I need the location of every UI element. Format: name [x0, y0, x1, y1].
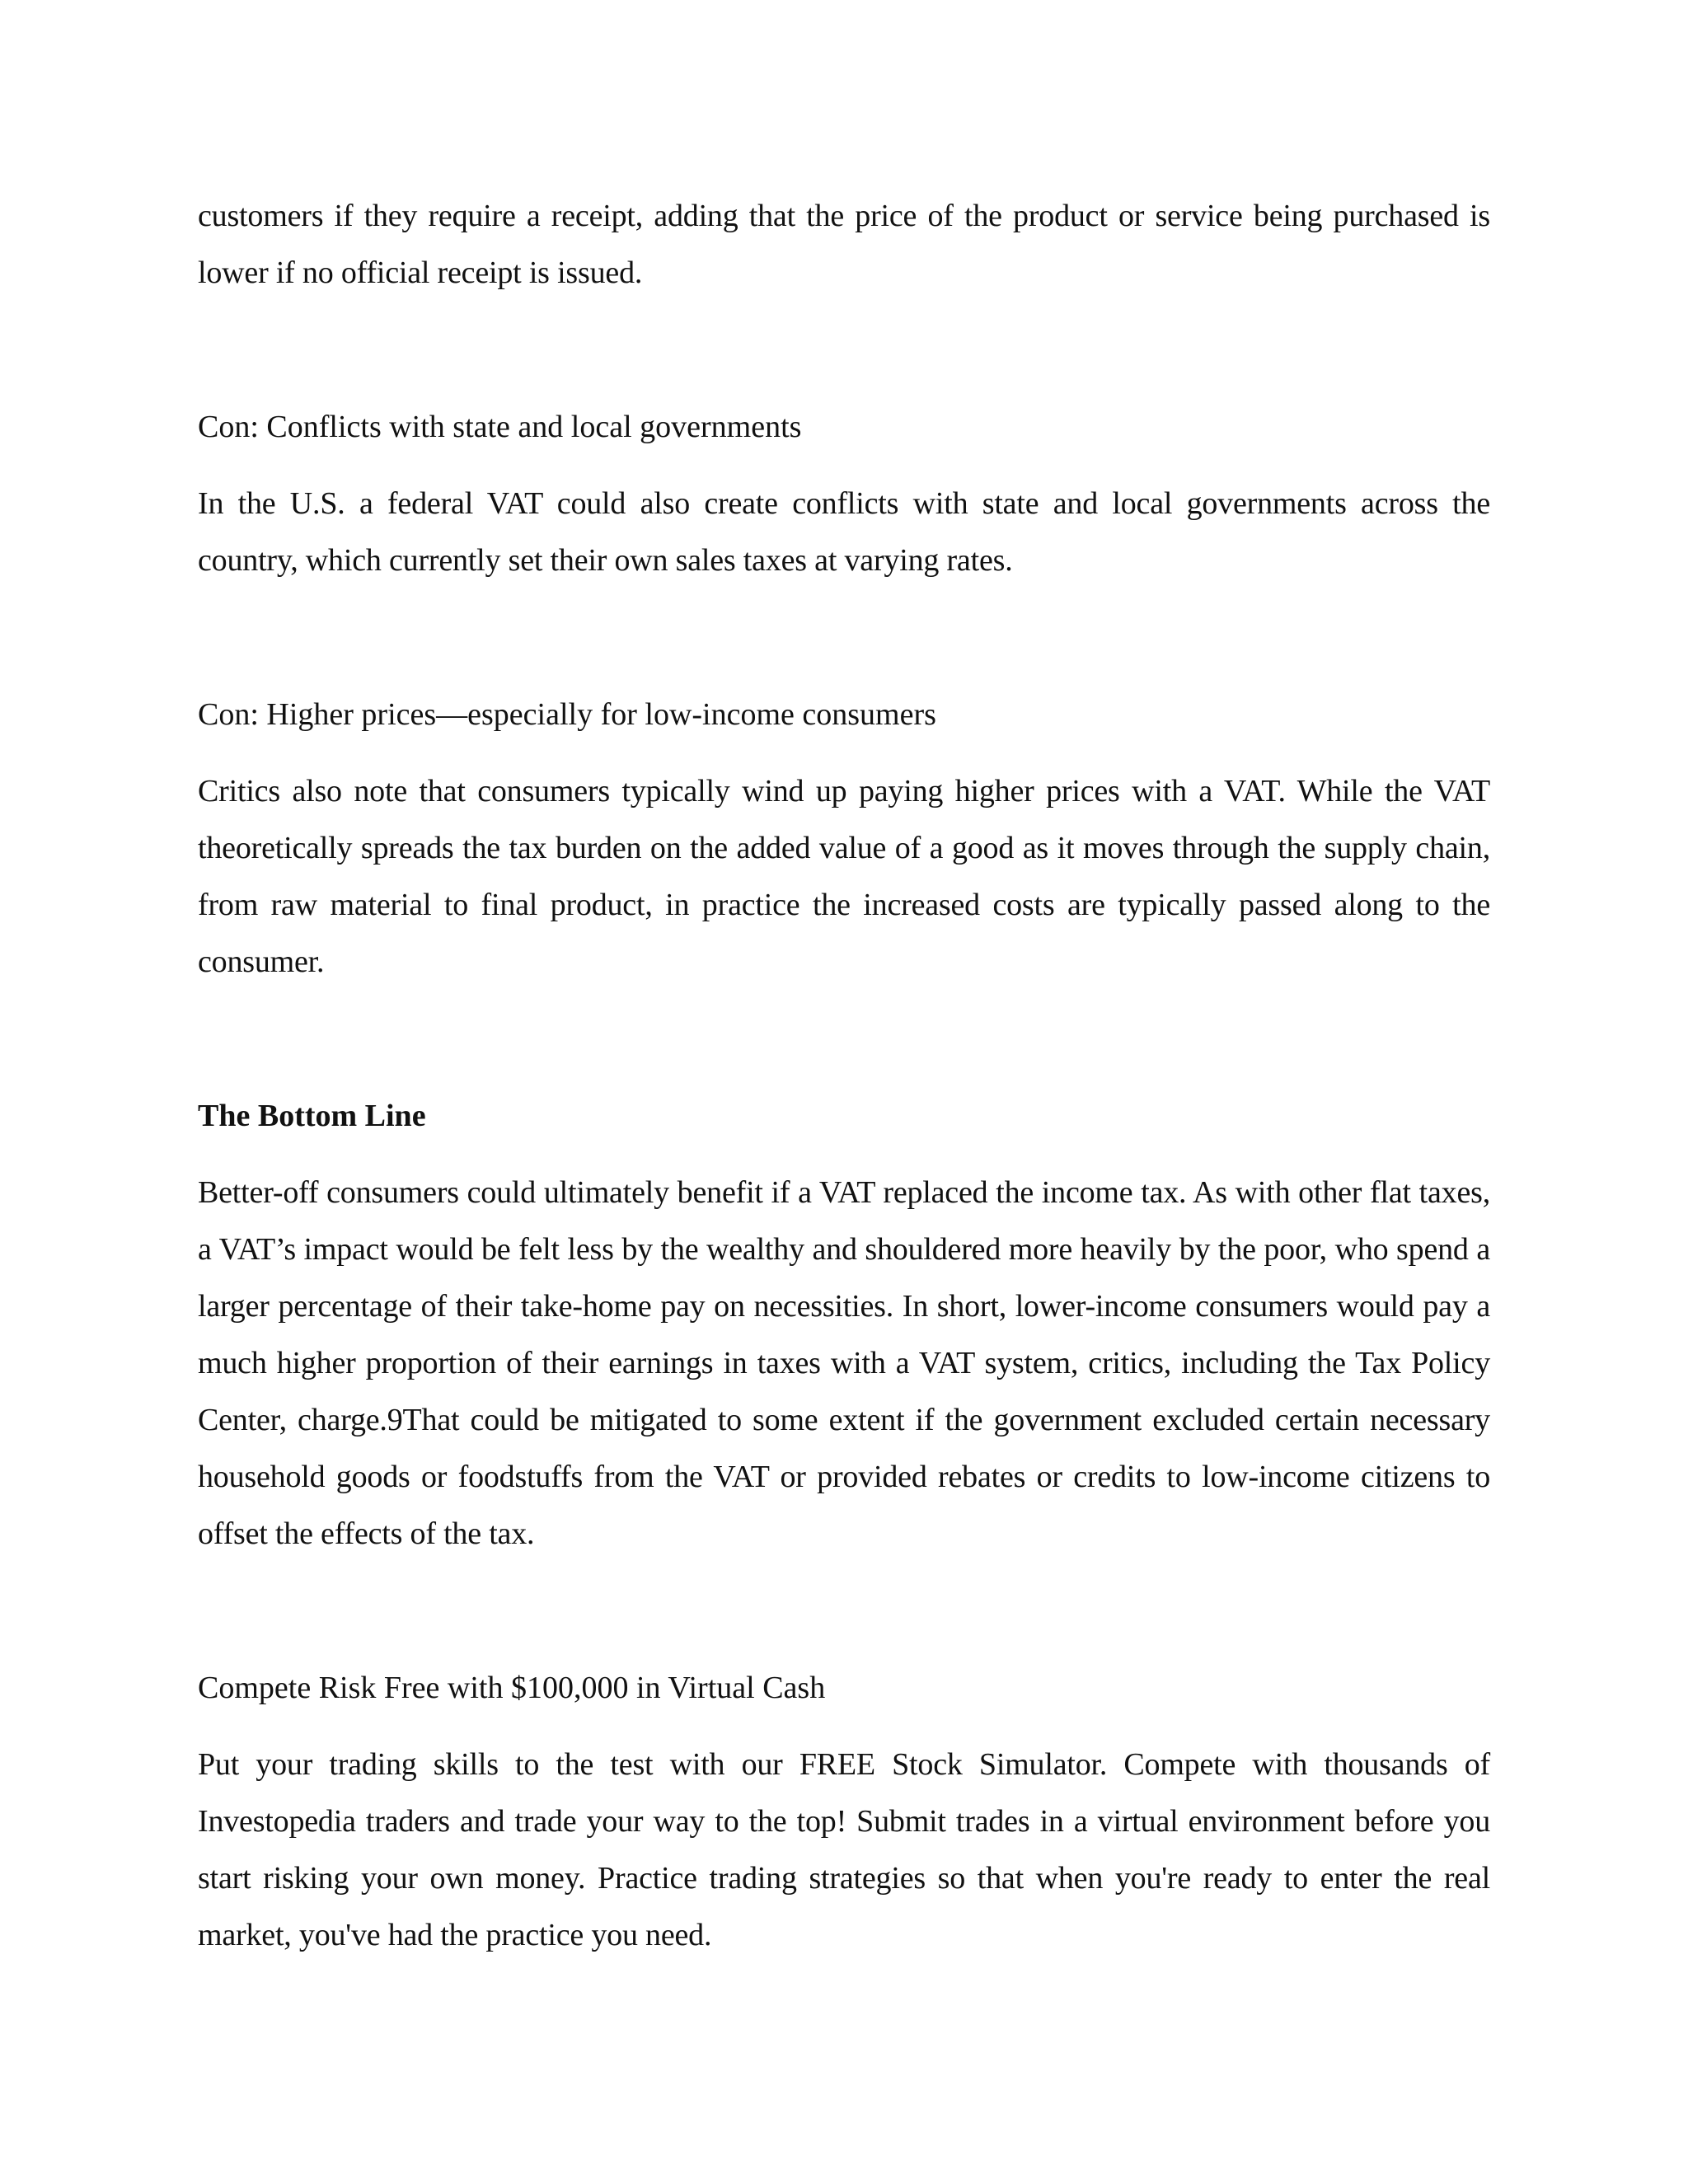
section-paragraph-conflicts: In the U.S. a federal VAT could also create conflicts with state and local governments across the country, which currently set their own sales taxes at varying rates. [198, 486, 1490, 578]
section-heading-higher-prices: Con: Higher prices—especially for low-income consumers [198, 697, 936, 732]
document-body [198, 188, 1490, 1964]
spacer [198, 743, 1490, 763]
section-heading-compete: Compete Risk Free with $100,000 in Virtual Cash [198, 1671, 826, 1705]
section-paragraph-higher-prices: Critics also note that consumers typically wind up paying higher prices with a VAT. While the VAT theoretically spreads the tax burden on the added value of a good as it moves through the supply chain, from raw material to final product, in practice the increased costs are typically passed along to the consumer. [198, 774, 1490, 979]
spacer [198, 1145, 1490, 1165]
spacer [198, 302, 1490, 399]
section-heading-conflicts: Con: Conflicts with state and local governments [198, 410, 802, 444]
section-paragraph-compete: Put your trading skills to the test with our FREE Stock Simulator. Compete with thousands of Investopedia traders and trade your way to the top! Submit trades in a virtual environment before you start risking your own money. Practice trading strategies so that when you're ready to enter the real market, you've had the practice you need. [198, 1747, 1490, 1952]
intro-paragraph: customers if they require a receipt, adding that the price of the product or service being purchased is lower if no official receipt is issued. [198, 199, 1490, 290]
section-heading-bottom-line: The Bottom Line [198, 1099, 426, 1133]
spacer [198, 1717, 1490, 1736]
spacer [198, 991, 1490, 1088]
spacer [198, 1563, 1490, 1660]
spacer [198, 589, 1490, 687]
spacer [198, 456, 1490, 476]
section-paragraph-bottom-line: Better-off consumers could ultimately benefit if a VAT replaced the income tax. As with other flat taxes, a VAT’s impact would be felt less by the wealthy and shouldered more heavily by the poor, who spend a larger percentage of their take-home pay on necessities. In short, lower-income consumers would pay a much higher proportion of their earnings in taxes with a VAT system, critics, including the Tax Policy Center, charge.9That could be mitigated to some extent if the government excluded certain necessary household goods or foodstuffs from the VAT or provided rebates or credits to low-income citizens to offset the effects of the tax. [198, 1175, 1490, 1551]
